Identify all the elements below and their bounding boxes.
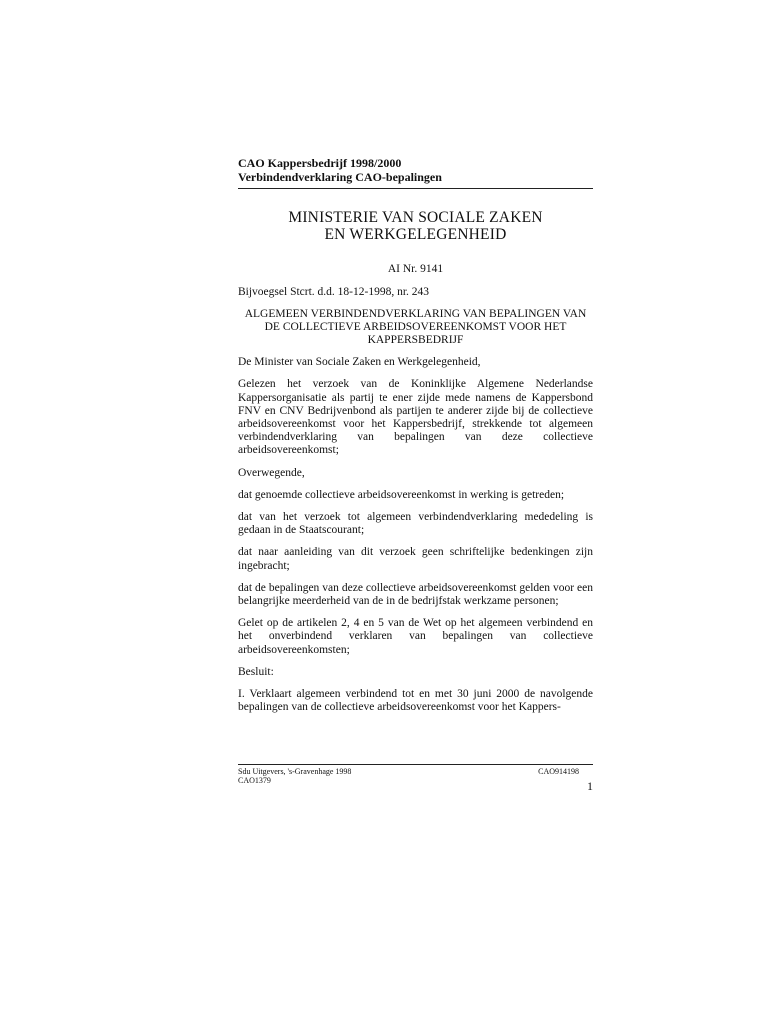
paragraph-3: Overwegende, (238, 466, 305, 479)
header-rule (238, 188, 593, 189)
footer-code-row (238, 776, 593, 785)
ministry-line-2: EN WERKGELEGENHEID (324, 226, 507, 243)
paragraph-9: Besluit: (238, 665, 274, 678)
header-title: CAO Kappersbedrijf 1998/2000 (238, 156, 402, 170)
footer-publisher: Sdu Uitgevers, 's-Gravenhage 1998 (238, 767, 352, 776)
paragraph-8: Gelet op de artikelen 2, 4 en 5 van de Wet op het algemeen verbindend en het onverbindend verklaren van bepalingen van collectieve arbeidsovereenkomsten; (238, 617, 593, 656)
ministry-title (238, 209, 593, 243)
footer-code: CAO1379 (238, 776, 271, 785)
paragraph-4: dat genoemde collectieve arbeidsovereenkomst in werking is getreden; (238, 488, 565, 501)
header-subtitle: Verbindendverklaring CAO-bepalingen (238, 170, 442, 184)
paragraph-10: I. Verklaart algemeen verbindend tot en met 30 juni 2000 de navolgende bepalingen van de collectieve arbeidsovereenkomst voor het Kappers- (238, 688, 593, 714)
paragraph-1: De Minister van Sociale Zaken en Werkgelegenheid, (238, 356, 481, 369)
paragraph-2: Gelezen het verzoek van de Koninklijke Algemene Nederlandse Kappersorganisatie als partij te ener zijde mede namens de Kappersbond FNV en CNV Bedrijvenbond als partijen te anderer zijde bij de collectieve arbeidsovereenkomst voor het Kappersbedrijf, strekkende tot algemeen verbindendverklaring van bepalingen van deze collectieve arbeidsovereenkomst; (238, 378, 593, 457)
footer-doc-id: CAO914198 (538, 767, 579, 776)
body-text (238, 356, 593, 714)
document-page (238, 156, 593, 714)
page-footer (238, 764, 593, 793)
ministry-line-1: MINISTERIE VAN SOCIALE ZAKEN (288, 209, 543, 226)
paragraph-7: dat de bepalingen van deze collectieve arbeidsovereenkomst gelden voor een belangrijke meerderheid van de in de bedrijfstak werkzame personen; (238, 581, 593, 608)
bijvoegsel: Bijvoegsel Stcrt. d.d. 18-12-1998, nr. 243 (238, 286, 430, 298)
ai-number: AI Nr. 9141 (387, 263, 444, 275)
footer-row (238, 767, 593, 776)
decree-title: ALGEMEEN VERBINDENDVERKLARING VAN BEPALINGEN VAN DE COLLECTIEVE ARBEIDSOVEREENKOMST VOOR HET KAPPERSBEDRIJF (244, 308, 587, 347)
paragraph-6: dat naar aanleiding van dit verzoek geen schriftelijke bedenkingen zijn ingebracht; (238, 546, 593, 572)
paragraph-5: dat van het verzoek tot algemeen verbindendverklaring mededeling is gedaan in de Staatscourant; (238, 511, 593, 537)
footer-rule (238, 764, 593, 765)
page-number: 1 (587, 779, 593, 793)
